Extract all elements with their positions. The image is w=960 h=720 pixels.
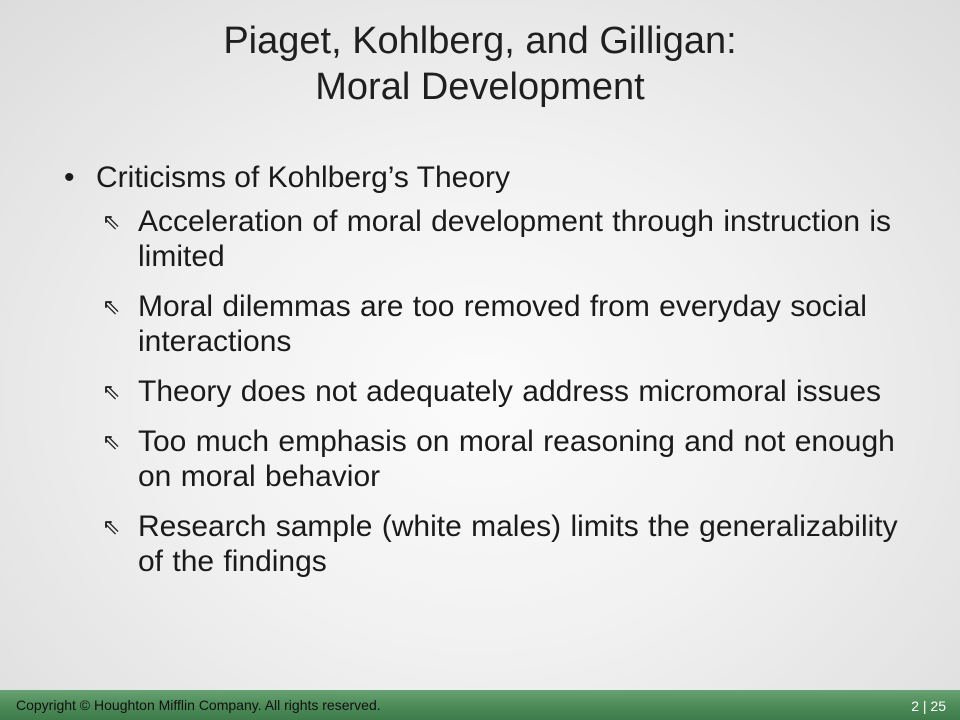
- sub-bullet: [102, 509, 920, 579]
- slide-content: [60, 158, 920, 594]
- sub-bullet: [102, 289, 920, 359]
- main-bullet-text: Criticisms of Kohlberg’s Theory: [96, 161, 511, 194]
- nw-arrow-icon: ⇖: [102, 209, 121, 234]
- bullet-dot-icon: •: [64, 161, 75, 194]
- main-bullet: [60, 158, 920, 198]
- sub-bullet-text: Research sample (white males) limits the generalizability of the findings: [138, 510, 898, 578]
- title-line-2: Moral Development: [315, 66, 645, 108]
- sub-bullet: [102, 204, 920, 274]
- nw-arrow-icon: ⇖: [102, 294, 121, 319]
- sub-bullet-text: Acceleration of moral development through instruction is limited: [138, 205, 892, 273]
- nw-arrow-icon: ⇖: [102, 429, 121, 454]
- sub-bullet: [102, 374, 920, 409]
- nw-arrow-icon: ⇖: [102, 514, 121, 539]
- sub-bullet-list: [60, 204, 920, 579]
- page-number: 2 | 25: [911, 698, 946, 714]
- sub-bullet: [102, 424, 920, 494]
- sub-bullet-text: Theory does not adequately address micromoral issues: [138, 375, 882, 408]
- sub-bullet-text: Too much emphasis on moral reasoning and not enough on moral behavior: [138, 425, 895, 493]
- nw-arrow-icon: ⇖: [102, 379, 121, 404]
- footer-bar: [0, 690, 960, 720]
- title-line-1: Piaget, Kohlberg, and Gilligan:: [223, 20, 737, 62]
- copyright-text: Copyright © Houghton Mifflin Company. All rights reserved.: [16, 697, 381, 713]
- sub-bullet-text: Moral dilemmas are too removed from everyday social interactions: [138, 290, 867, 358]
- slide-title: [120, 18, 840, 110]
